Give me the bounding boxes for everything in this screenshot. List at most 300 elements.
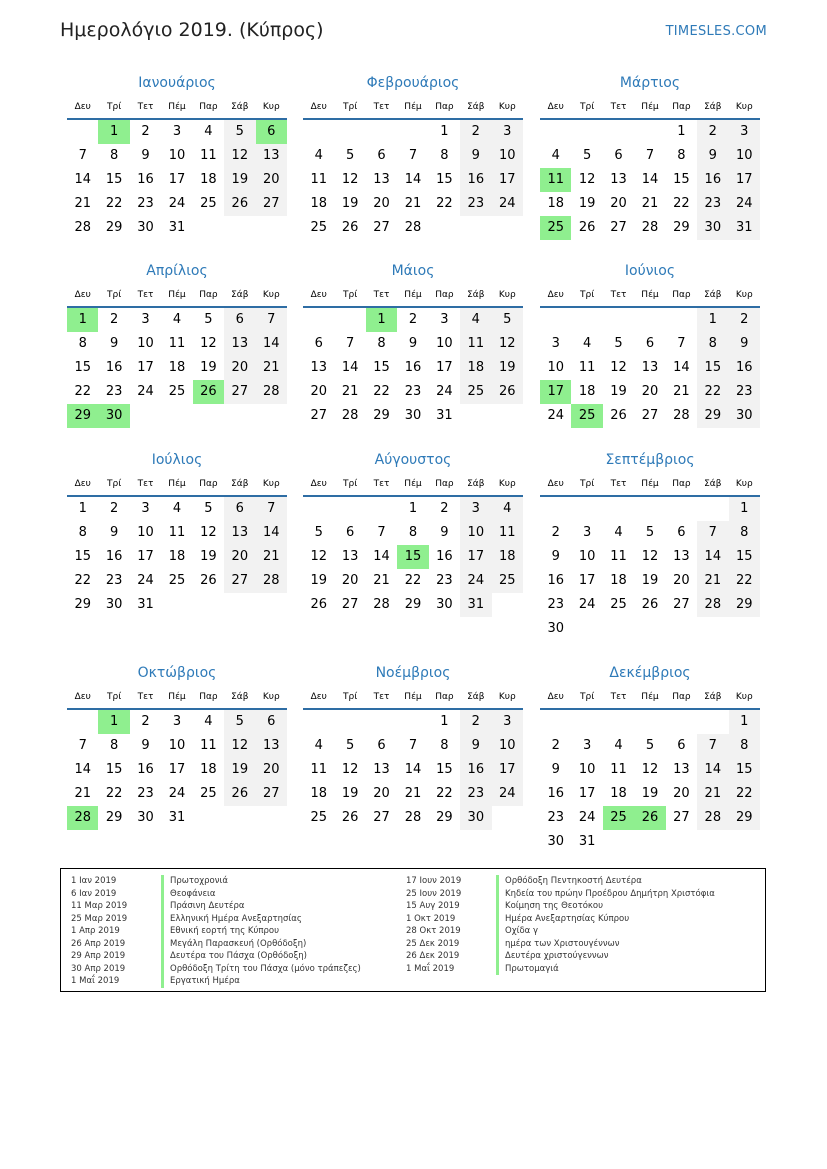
day-cell[interactable]: 7 [408,148,418,163]
day-cell[interactable]: 26 [224,782,255,806]
day-cell[interactable]: 4 [614,738,623,753]
day-cell[interactable]: 15 [436,172,453,187]
day-cell[interactable]: 15 [729,758,760,782]
day-cell[interactable]: 17 [436,360,453,375]
day-cell[interactable]: 7 [697,734,728,758]
day-cell[interactable]: 10 [492,734,523,758]
day-cell[interactable]: 23 [137,196,154,211]
day-cell[interactable]: 12 [641,762,659,777]
day-cell[interactable]: 15 [397,545,428,569]
day-cell[interactable]: 22 [74,573,91,588]
day-cell[interactable]: 15 [105,172,123,187]
day-cell[interactable]: 2 [440,501,449,516]
day-cell[interactable]: 7 [78,148,87,163]
day-cell[interactable]: 2 [141,124,150,139]
day-cell[interactable]: 3 [141,312,150,327]
day-cell[interactable]: 19 [224,758,255,782]
day-cell[interactable]: 29 [673,220,690,235]
day-cell[interactable]: 24 [578,597,596,612]
day-cell[interactable]: 16 [460,168,491,192]
day-cell[interactable]: 23 [460,192,491,216]
day-cell[interactable]: 12 [341,762,359,777]
day-cell[interactable]: 11 [168,525,186,540]
day-cell[interactable]: 20 [373,196,390,211]
day-cell[interactable]: 27 [673,597,690,612]
day-cell[interactable]: 10 [168,738,186,753]
day-cell[interactable]: 2 [729,308,760,332]
day-cell[interactable]: 12 [610,360,627,375]
day-cell[interactable]: 24 [460,569,491,593]
day-cell[interactable]: 30 [137,810,154,825]
day-cell[interactable]: 28 [697,593,728,617]
day-cell[interactable]: 9 [460,144,491,168]
day-cell[interactable]: 13 [610,172,627,187]
day-cell[interactable]: 14 [697,758,728,782]
day-cell[interactable]: 9 [551,762,560,777]
day-cell[interactable]: 28 [373,597,390,612]
day-cell[interactable]: 14 [256,332,287,356]
day-cell[interactable]: 23 [547,597,564,612]
day-cell[interactable]: 13 [641,360,659,375]
day-cell[interactable]: 14 [404,172,422,187]
day-cell[interactable]: 15 [105,762,123,777]
day-cell[interactable]: 11 [540,168,571,192]
day-cell[interactable]: 29 [74,597,91,612]
day-cell[interactable]: 2 [551,525,560,540]
day-cell[interactable]: 3 [582,525,592,540]
day-cell[interactable]: 8 [78,336,87,351]
day-cell[interactable]: 22 [373,384,390,399]
day-cell[interactable]: 11 [610,762,627,777]
day-cell[interactable]: 29 [697,404,728,428]
day-cell[interactable]: 8 [408,525,418,540]
day-cell[interactable]: 9 [697,144,728,168]
day-cell[interactable]: 27 [373,810,390,825]
day-cell[interactable]: 5 [645,738,655,753]
day-cell[interactable]: 15 [373,360,390,375]
day-cell[interactable]: 19 [641,786,659,801]
day-cell[interactable]: 19 [200,360,217,375]
day-cell[interactable]: 28 [641,220,659,235]
day-cell[interactable]: 1 [78,501,87,516]
day-cell[interactable]: 25 [603,806,634,830]
day-cell[interactable]: 2 [460,710,491,734]
day-cell[interactable]: 24 [436,384,453,399]
day-cell[interactable]: 10 [137,525,154,540]
day-cell[interactable]: 23 [404,384,422,399]
day-cell[interactable]: 27 [610,220,627,235]
day-cell[interactable]: 12 [224,734,255,758]
day-cell[interactable]: 16 [137,762,154,777]
day-cell[interactable]: 7 [256,308,287,332]
day-cell[interactable]: 11 [492,521,523,545]
day-cell[interactable]: 20 [224,356,255,380]
day-cell[interactable]: 2 [697,120,728,144]
day-cell[interactable]: 29 [404,597,422,612]
day-cell[interactable]: 13 [310,360,327,375]
day-cell[interactable]: 24 [547,408,564,423]
day-cell[interactable]: 12 [200,525,217,540]
day-cell[interactable]: 16 [547,786,564,801]
day-cell[interactable]: 31 [168,220,186,235]
day-cell[interactable]: 28 [67,806,98,830]
day-cell[interactable]: 16 [105,549,123,564]
day-cell[interactable]: 13 [224,521,255,545]
day-cell[interactable]: 9 [551,549,560,564]
day-cell[interactable]: 30 [547,834,564,849]
day-cell[interactable]: 1 [677,124,686,139]
day-cell[interactable]: 31 [436,408,453,423]
day-cell[interactable]: 16 [729,356,760,380]
day-cell[interactable]: 6 [645,336,655,351]
day-cell[interactable]: 25 [168,573,186,588]
day-cell[interactable]: 26 [310,597,327,612]
day-cell[interactable]: 2 [109,501,119,516]
day-cell[interactable]: 16 [436,549,453,564]
day-cell[interactable]: 8 [440,738,449,753]
day-cell[interactable]: 26 [224,192,255,216]
day-cell[interactable]: 6 [677,525,686,540]
day-cell[interactable]: 10 [492,144,523,168]
day-cell[interactable]: 18 [547,196,564,211]
day-cell[interactable]: 8 [729,521,760,545]
day-cell[interactable]: 17 [137,360,154,375]
day-cell[interactable]: 17 [168,762,186,777]
day-cell[interactable]: 20 [610,196,627,211]
day-cell[interactable]: 9 [460,734,491,758]
day-cell[interactable]: 7 [697,521,728,545]
day-cell[interactable]: 28 [404,220,422,235]
brand-logo[interactable]: TIMESLES.COM [665,24,767,39]
day-cell[interactable]: 21 [74,196,91,211]
day-cell[interactable]: 27 [673,810,690,825]
day-cell[interactable]: 1 [408,501,418,516]
day-cell[interactable]: 26 [200,573,217,588]
day-cell[interactable]: 21 [373,573,390,588]
day-cell[interactable]: 24 [578,810,596,825]
day-cell[interactable]: 22 [105,196,123,211]
day-cell[interactable]: 19 [492,356,523,380]
day-cell[interactable]: 5 [492,308,523,332]
day-cell[interactable]: 25 [571,404,602,428]
day-cell[interactable]: 4 [314,148,323,163]
day-cell[interactable]: 24 [137,573,154,588]
day-cell[interactable]: 29 [67,404,98,428]
day-cell[interactable]: 10 [137,336,154,351]
day-cell[interactable]: 27 [310,408,327,423]
day-cell[interactable]: 6 [377,148,386,163]
day-cell[interactable]: 11 [200,148,217,163]
day-cell[interactable]: 15 [729,545,760,569]
day-cell[interactable]: 22 [105,786,123,801]
day-cell[interactable]: 3 [141,501,150,516]
day-cell[interactable]: 30 [460,806,491,830]
day-cell[interactable]: 24 [137,384,154,399]
day-cell[interactable]: 3 [729,120,760,144]
day-cell[interactable]: 18 [460,356,491,380]
day-cell[interactable]: 20 [341,573,359,588]
day-cell[interactable]: 22 [697,380,728,404]
day-cell[interactable]: 24 [168,196,186,211]
day-cell[interactable]: 21 [256,356,287,380]
day-cell[interactable]: 24 [492,782,523,806]
day-cell[interactable]: 22 [74,384,91,399]
day-cell[interactable]: 23 [105,573,123,588]
day-cell[interactable]: 16 [697,168,728,192]
day-cell[interactable]: 30 [436,597,453,612]
day-cell[interactable]: 29 [436,810,453,825]
day-cell[interactable]: 30 [547,621,564,636]
day-cell[interactable]: 25 [200,786,217,801]
day-cell[interactable]: 14 [74,172,91,187]
day-cell[interactable]: 8 [729,734,760,758]
day-cell[interactable]: 7 [78,738,87,753]
day-cell[interactable]: 15 [697,356,728,380]
day-cell[interactable]: 5 [314,525,323,540]
day-cell[interactable]: 26 [634,806,665,830]
day-cell[interactable]: 20 [224,545,255,569]
day-cell[interactable]: 1 [729,710,760,734]
day-cell[interactable]: 17 [578,573,596,588]
day-cell[interactable]: 27 [224,569,255,593]
day-cell[interactable]: 30 [105,597,123,612]
day-cell[interactable]: 10 [436,336,453,351]
day-cell[interactable]: 25 [540,216,571,240]
day-cell[interactable]: 26 [610,408,627,423]
day-cell[interactable]: 1 [440,714,449,729]
day-cell[interactable]: 6 [614,148,623,163]
day-cell[interactable]: 21 [697,569,728,593]
day-cell[interactable]: 5 [224,120,255,144]
day-cell[interactable]: 8 [697,332,728,356]
day-cell[interactable]: 25 [168,384,186,399]
day-cell[interactable]: 31 [460,593,491,617]
day-cell[interactable]: 12 [641,549,659,564]
day-cell[interactable]: 12 [200,336,217,351]
day-cell[interactable]: 24 [168,786,186,801]
day-cell[interactable]: 6 [345,525,355,540]
day-cell[interactable]: 1 [366,308,397,332]
day-cell[interactable]: 31 [168,810,186,825]
day-cell[interactable]: 13 [256,144,287,168]
day-cell[interactable]: 11 [460,332,491,356]
day-cell[interactable]: 23 [105,384,123,399]
day-cell[interactable]: 10 [547,360,564,375]
day-cell[interactable]: 24 [492,192,523,216]
day-cell[interactable]: 18 [168,549,186,564]
day-cell[interactable]: 8 [377,336,386,351]
day-cell[interactable]: 26 [641,597,659,612]
day-cell[interactable]: 30 [98,404,129,428]
day-cell[interactable]: 29 [105,220,123,235]
day-cell[interactable]: 17 [137,549,154,564]
day-cell[interactable]: 3 [460,497,491,521]
day-cell[interactable]: 21 [404,196,422,211]
day-cell[interactable]: 13 [373,172,390,187]
day-cell[interactable]: 17 [168,172,186,187]
day-cell[interactable]: 18 [200,762,217,777]
day-cell[interactable]: 28 [74,220,91,235]
day-cell[interactable]: 25 [492,569,523,593]
day-cell[interactable]: 9 [408,336,418,351]
day-cell[interactable]: 4 [551,148,560,163]
day-cell[interactable]: 21 [74,786,91,801]
day-cell[interactable]: 18 [610,573,627,588]
day-cell[interactable]: 2 [408,312,418,327]
day-cell[interactable]: 18 [168,360,186,375]
day-cell[interactable]: 24 [729,192,760,216]
day-cell[interactable]: 19 [578,196,596,211]
day-cell[interactable]: 5 [204,501,213,516]
day-cell[interactable]: 22 [436,786,453,801]
day-cell[interactable]: 5 [345,148,355,163]
day-cell[interactable]: 27 [373,220,390,235]
day-cell[interactable]: 8 [78,525,87,540]
day-cell[interactable]: 21 [673,384,690,399]
day-cell[interactable]: 23 [547,810,564,825]
day-cell[interactable]: 23 [729,380,760,404]
day-cell[interactable]: 25 [610,597,627,612]
day-cell[interactable]: 13 [256,734,287,758]
day-cell[interactable]: 1 [697,308,728,332]
day-cell[interactable]: 23 [436,573,453,588]
day-cell[interactable]: 17 [729,168,760,192]
day-cell[interactable]: 6 [677,738,686,753]
day-cell[interactable]: 17 [578,786,596,801]
day-cell[interactable]: 22 [404,573,422,588]
day-cell[interactable]: 7 [345,336,355,351]
day-cell[interactable]: 12 [492,332,523,356]
day-cell[interactable]: 14 [74,762,91,777]
day-cell[interactable]: 3 [582,738,592,753]
day-cell[interactable]: 2 [109,312,119,327]
day-cell[interactable]: 1 [440,124,449,139]
day-cell[interactable]: 31 [729,216,760,240]
day-cell[interactable]: 22 [436,196,453,211]
day-cell[interactable]: 17 [460,545,491,569]
day-cell[interactable]: 31 [578,834,596,849]
day-cell[interactable]: 20 [673,786,690,801]
day-cell[interactable]: 8 [440,148,449,163]
day-cell[interactable]: 6 [256,120,287,144]
day-cell[interactable]: 1 [729,497,760,521]
day-cell[interactable]: 4 [582,336,592,351]
day-cell[interactable]: 18 [310,786,327,801]
day-cell[interactable]: 6 [224,497,255,521]
day-cell[interactable]: 10 [460,521,491,545]
day-cell[interactable]: 11 [200,738,217,753]
day-cell[interactable]: 7 [408,738,418,753]
day-cell[interactable]: 28 [673,408,690,423]
day-cell[interactable]: 7 [256,497,287,521]
day-cell[interactable]: 3 [172,714,182,729]
day-cell[interactable]: 22 [729,569,760,593]
day-cell[interactable]: 18 [578,384,596,399]
day-cell[interactable]: 13 [673,549,690,564]
day-cell[interactable]: 20 [673,573,690,588]
day-cell[interactable]: 3 [440,312,449,327]
day-cell[interactable]: 26 [341,810,359,825]
day-cell[interactable]: 8 [109,738,119,753]
day-cell[interactable]: 29 [373,408,390,423]
day-cell[interactable]: 4 [460,308,491,332]
day-cell[interactable]: 9 [109,525,119,540]
day-cell[interactable]: 27 [641,408,659,423]
day-cell[interactable]: 29 [105,810,123,825]
day-cell[interactable]: 13 [224,332,255,356]
day-cell[interactable]: 20 [256,758,287,782]
day-cell[interactable]: 4 [172,501,182,516]
day-cell[interactable]: 5 [345,738,355,753]
day-cell[interactable]: 3 [492,710,523,734]
day-cell[interactable]: 19 [641,573,659,588]
day-cell[interactable]: 21 [256,545,287,569]
day-cell[interactable]: 13 [673,762,690,777]
day-cell[interactable]: 14 [341,360,359,375]
day-cell[interactable]: 13 [341,549,359,564]
day-cell[interactable]: 12 [224,144,255,168]
day-cell[interactable]: 6 [256,710,287,734]
day-cell[interactable]: 18 [310,196,327,211]
day-cell[interactable]: 4 [614,525,623,540]
day-cell[interactable]: 30 [404,408,422,423]
day-cell[interactable]: 6 [224,308,255,332]
day-cell[interactable]: 19 [224,168,255,192]
day-cell[interactable]: 19 [310,573,327,588]
day-cell[interactable]: 9 [729,332,760,356]
day-cell[interactable]: 16 [105,360,123,375]
day-cell[interactable]: 4 [314,738,323,753]
day-cell[interactable]: 13 [373,762,390,777]
day-cell[interactable]: 26 [492,380,523,404]
day-cell[interactable]: 20 [310,384,327,399]
day-cell[interactable]: 2 [460,120,491,144]
day-cell[interactable]: 14 [404,762,422,777]
day-cell[interactable]: 19 [610,384,627,399]
day-cell[interactable]: 25 [200,196,217,211]
day-cell[interactable]: 11 [578,360,596,375]
day-cell[interactable]: 18 [492,545,523,569]
day-cell[interactable]: 11 [168,336,186,351]
day-cell[interactable]: 28 [256,569,287,593]
day-cell[interactable]: 23 [137,786,154,801]
day-cell[interactable]: 21 [697,782,728,806]
day-cell[interactable]: 2 [141,714,150,729]
day-cell[interactable]: 7 [677,336,686,351]
day-cell[interactable]: 15 [74,360,91,375]
day-cell[interactable]: 20 [373,786,390,801]
day-cell[interactable]: 10 [578,762,596,777]
day-cell[interactable]: 25 [310,810,327,825]
day-cell[interactable]: 16 [404,360,422,375]
day-cell[interactable]: 5 [645,525,655,540]
day-cell[interactable]: 27 [224,380,255,404]
day-cell[interactable]: 12 [310,549,327,564]
day-cell[interactable]: 18 [200,172,217,187]
day-cell[interactable]: 17 [492,758,523,782]
day-cell[interactable]: 7 [377,525,386,540]
day-cell[interactable]: 19 [341,786,359,801]
day-cell[interactable]: 23 [697,192,728,216]
day-cell[interactable]: 17 [540,380,571,404]
day-cell[interactable]: 27 [256,782,287,806]
day-cell[interactable]: 11 [310,762,327,777]
day-cell[interactable]: 30 [697,216,728,240]
day-cell[interactable]: 1 [98,120,129,144]
day-cell[interactable]: 2 [551,738,560,753]
day-cell[interactable]: 18 [610,786,627,801]
day-cell[interactable]: 26 [578,220,596,235]
